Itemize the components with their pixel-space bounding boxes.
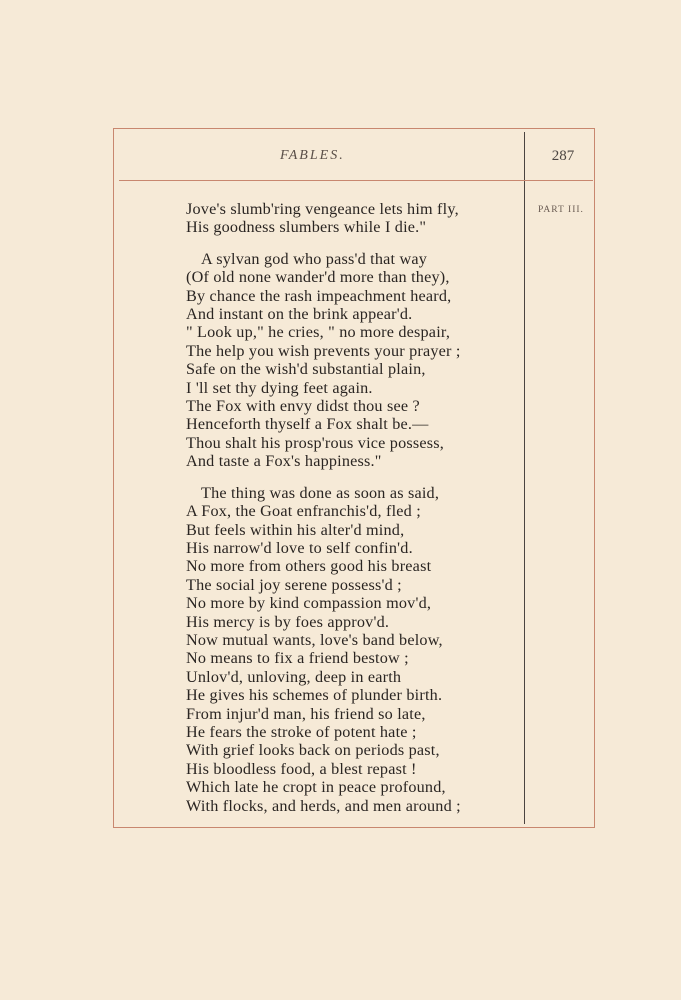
- verse-line: Safe on the wish'd substantial plain,: [186, 360, 426, 379]
- stanza: [186, 484, 516, 815]
- verse-line: And instant on the brink appear'd.: [186, 305, 413, 324]
- stanza: [186, 200, 516, 237]
- verse-line: His bloodless food, a blest repast !: [186, 759, 417, 778]
- verse-line: I 'll set thy dying feet again.: [186, 378, 373, 397]
- verse-line: With flocks, and herds, and men around ;: [186, 796, 461, 815]
- verse-line: " Look up," he cries, " no more despair,: [186, 323, 451, 342]
- verse-line: A sylvan god who pass'd that way: [201, 249, 428, 268]
- verse-line: But feels within his alter'd mind,: [186, 520, 405, 539]
- verse-line: His goodness slumbers while I die.": [186, 218, 427, 237]
- running-head: FABLES.: [280, 148, 345, 163]
- verse-line: And taste a Fox's happiness.": [186, 452, 382, 471]
- verse-line: His narrow'd love to self confin'd.: [186, 538, 413, 557]
- verse-line: The Fox with envy didst thou see ?: [186, 397, 420, 416]
- verse-line: Jove's slumb'ring vengeance lets him fly,: [186, 200, 459, 218]
- side-note: PART III.: [538, 205, 584, 215]
- verse-line: He gives his schemes of plunder birth.: [186, 686, 443, 705]
- verse-line: Which late he cropt in peace profound,: [186, 778, 446, 797]
- verse-line: By chance the rash impeachment heard,: [186, 286, 452, 305]
- verse-line: The social joy serene possess'd ;: [186, 575, 402, 594]
- poem-body: [186, 200, 516, 815]
- verse-line: No more from others good his breast: [186, 557, 432, 576]
- verse-line: The thing was done as soon as said,: [201, 483, 440, 502]
- verse-line: Unlov'd, unloving, deep in earth: [186, 667, 402, 686]
- header-rule: [119, 180, 593, 181]
- verse-line: (Of old none wander'd more than they),: [186, 268, 450, 287]
- stanza: [186, 250, 516, 471]
- verse-line: With grief looks back on periods past,: [186, 741, 440, 760]
- verse-line: No means to fix a friend bestow ;: [186, 649, 409, 668]
- column-divider: [524, 132, 525, 824]
- verse-line: His mercy is by foes approv'd.: [186, 612, 390, 631]
- verse-line: From injur'd man, his friend so late,: [186, 704, 426, 723]
- verse-line: Henceforth thyself a Fox shalt be.—: [186, 415, 429, 434]
- verse-line: Thou shalt his prosp'rous vice possess,: [186, 433, 445, 452]
- page-number: 287: [551, 148, 575, 164]
- verse-line: He fears the stroke of potent hate ;: [186, 722, 417, 741]
- verse-line: A Fox, the Goat enfranchis'd, fled ;: [186, 502, 421, 521]
- verse-line: No more by kind compassion mov'd,: [186, 594, 432, 613]
- verse-line: Now mutual wants, love's band below,: [186, 630, 443, 649]
- verse-line: The help you wish prevents your prayer ;: [186, 341, 461, 360]
